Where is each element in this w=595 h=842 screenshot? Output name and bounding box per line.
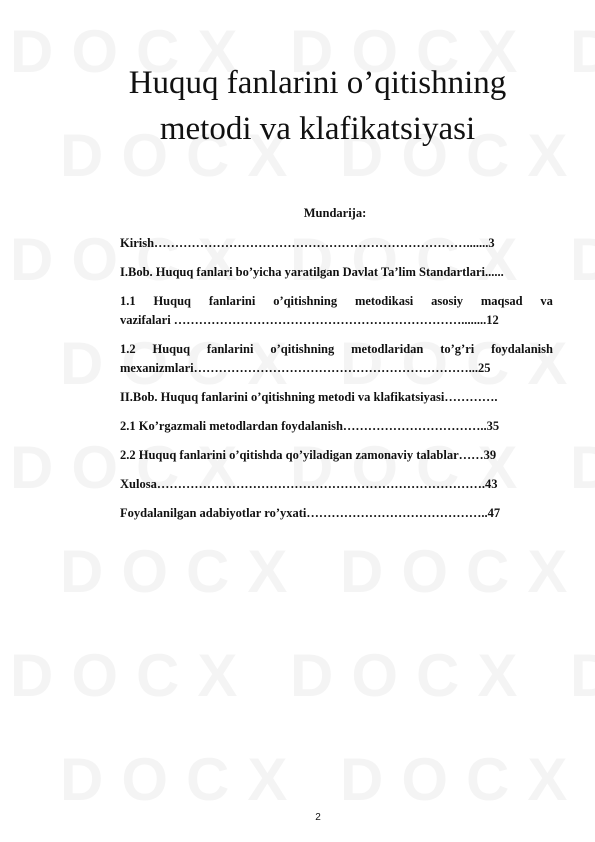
toc-word: metodikasi [354,294,414,308]
toc-entry-1-2-line2: mexanizmlari…………………………………………………………...25 [120,361,491,375]
toc-word: metodlaridan [351,342,424,356]
toc-word: Huquq [153,294,191,308]
toc-word: o’qitishning [273,294,338,308]
toc-entry-1-2 [120,340,553,378]
page-number: 2 [315,812,321,823]
title-line-1: Huquq fanlarini o’qitishning [128,65,507,101]
toc-entry-references: Foydalanilgan adabiyotlar ro’yxati……………………………………..47 [120,506,501,520]
document-title [40,60,595,152]
toc-entry-chapter-1: I.Bob. Huquq fanlari bo’yicha yaratilgan Davlat Ta’lim Standartlari...... [120,265,504,279]
toc-word: foydalanish [491,342,553,356]
watermark-row [0,624,595,728]
toc-entry-1-1 [120,292,553,330]
toc-word: maqsad [480,294,523,308]
toc-entry-conclusion: Xulosa…………………………………………………………………….43 [120,477,498,491]
toc-word: fanlarini [206,342,254,356]
toc-entry-chapter-2: II.Bob. Huquq fanlarini o’qitishning metodi va klafikatsiyasi…………. [120,390,498,404]
toc-word: o’qitishning [270,342,335,356]
toc-entry-1-1-line1 [120,292,553,311]
toc-word: Huquq [152,342,191,356]
toc-word: 1.1 [120,294,136,308]
title-line-2: metodi va klafikatsiyasi [159,111,476,147]
toc-entry-1-1-line2: vazifalari ……………………………………………………………........12 [120,313,499,327]
toc-word: 1.2 [120,342,136,356]
toc-entry-introduction: Kirish………………………………………………………………….......3 [120,236,495,250]
toc-entry-2-2: 2.2 Huquq fanlarini o’qitishda qo’yiladigan zamonaviy talablar……39 [120,448,497,462]
toc-word: asosiy [431,294,464,308]
contents-heading: Mundarija: [303,206,367,220]
watermark-row [0,520,595,624]
toc-word: fanlarini [208,294,256,308]
toc-word: va [540,294,553,308]
toc-word: to’g’ri [440,342,475,356]
toc-entry-1-2-line1 [120,340,553,359]
toc-entry-2-1: 2.1 Ko’rgazmali metodlardan foydalanish……………………………..35 [120,419,500,433]
